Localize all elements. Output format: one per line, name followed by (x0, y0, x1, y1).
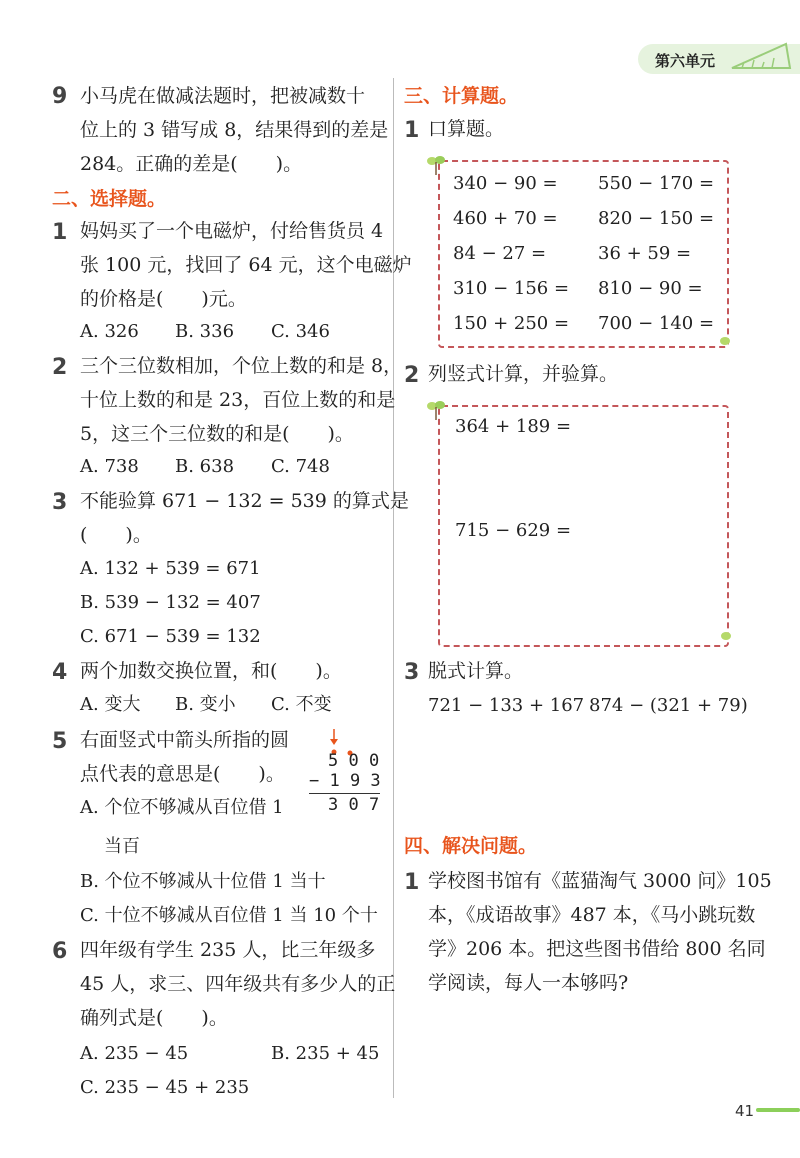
mental-math-item: 700 − 140 = (598, 313, 715, 334)
vertical-top: 5 0 0 (328, 751, 380, 771)
question-text: 十位上数的和是 23，百位上数的和是 (80, 389, 396, 411)
section-heading: 四、解决问题。 (404, 835, 538, 857)
expression: 364 + 189 = (455, 416, 572, 437)
question-number: 5 (52, 729, 68, 754)
mental-math-item: 810 − 90 = (598, 278, 703, 299)
option-b[interactable]: B. 235 + 45 (271, 1043, 380, 1064)
question-title: 列竖式计算，并验算。 (428, 363, 619, 385)
question-number: 3 (404, 660, 420, 685)
option-b[interactable]: B. 变小 (175, 694, 236, 715)
option-a[interactable]: A. 326 (80, 321, 139, 342)
option-b[interactable]: B. 638 (175, 456, 235, 477)
question-number: 3 (52, 490, 68, 515)
question-text: 三个三位数相加，个位上数的和是 8， (80, 355, 403, 377)
option-a[interactable]: A. 132 + 539 = 671 (80, 558, 261, 579)
question-text: 284。正确的差是( )。 (80, 153, 303, 175)
expression: 715 − 629 = (455, 520, 572, 541)
mental-math-item: 310 − 156 = (453, 278, 570, 299)
option-c[interactable]: C. 748 (271, 456, 330, 477)
question-number: 1 (404, 118, 420, 143)
expression: 721 − 133 + 167 (428, 695, 585, 716)
option-a[interactable]: A. 变大 (80, 694, 141, 715)
question-text: 两个加数交换位置，和( )。 (80, 660, 342, 682)
expression: 874 − (321 + 79) (589, 695, 748, 716)
unit-title: 第六单元 (655, 52, 716, 70)
footer-bar (756, 1108, 800, 1112)
question-number: 2 (52, 355, 68, 380)
question-text: 5，这三个三位数的和是( )。 (80, 423, 354, 445)
mental-math-item: 150 + 250 = (453, 313, 570, 334)
question-title: 口算题。 (428, 118, 505, 140)
leaf-icon (719, 629, 733, 643)
question-text: 右面竖式中箭头所指的圆 (80, 729, 290, 751)
option-a[interactable]: A. 个位不够减从百位借 1 (80, 797, 284, 818)
option-a-continued: 当百 (104, 836, 140, 857)
option-a[interactable]: A. 738 (80, 456, 139, 477)
vertical-rule (309, 793, 380, 794)
question-number: 4 (52, 660, 68, 685)
section-heading: 二、选择题。 (52, 188, 167, 210)
option-a[interactable]: A. 235 − 45 (80, 1043, 189, 1064)
question-text: 45 人，求三、四年级共有多少人的正 (80, 973, 396, 995)
mental-math-item: 550 − 170 = (598, 173, 715, 194)
question-text: 点代表的意思是( )。 (80, 763, 285, 785)
option-c[interactable]: C. 235 − 45 + 235 (80, 1077, 250, 1098)
question-text: 学》206 本。把这些图书借给 800 名同 (428, 938, 766, 960)
option-c[interactable]: C. 346 (271, 321, 330, 342)
mental-math-item: 460 + 70 = (453, 208, 558, 229)
question-text: 张 100 元，找回了 64 元，这个电磁炉 (80, 254, 412, 276)
leaf-icon (718, 334, 732, 348)
question-text: 的价格是( )元。 (80, 288, 247, 310)
section-heading: 三、计算题。 (404, 85, 519, 107)
option-c[interactable]: C. 十位不够减从百位借 1 当 10 个十 (80, 905, 378, 926)
question-text: 不能验算 671 − 132 = 539 的算式是 (80, 490, 409, 512)
question-text: 小马虎在做减法题时，把被减数十 (80, 85, 366, 107)
question-title: 脱式计算。 (428, 660, 524, 682)
option-c[interactable]: C. 不变 (271, 694, 332, 715)
mental-math-item: 820 − 150 = (598, 208, 715, 229)
mental-math-item: 340 − 90 = (453, 173, 558, 194)
question-text: 本，《成语故事》487 本，《马小跳玩数 (428, 904, 756, 926)
question-text: 学阅读，每人一本够吗? (428, 972, 629, 994)
mental-math-item: 36 + 59 = (598, 243, 692, 264)
option-c[interactable]: C. 671 − 539 = 132 (80, 626, 261, 647)
question-text: 位上的 3 错写成 8，结果得到的差是 (80, 119, 389, 141)
question-number: 2 (404, 363, 420, 388)
question-number: 1 (404, 870, 420, 895)
question-text: 学校图书馆有《蓝猫淘气 3000 问》105 (428, 870, 772, 892)
vertical-result: 3 0 7 (328, 795, 380, 815)
question-number: 6 (52, 939, 68, 964)
question-number: 1 (52, 220, 68, 245)
option-b[interactable]: B. 个位不够减从十位借 1 当十 (80, 871, 326, 892)
question-text: 确列式是( )。 (80, 1007, 228, 1029)
sprout-icon (426, 153, 446, 177)
sprout-icon (426, 398, 446, 422)
question-number: 9 (52, 84, 68, 109)
option-b[interactable]: B. 336 (175, 321, 235, 342)
question-text: 妈妈买了一个电磁炉，付给售货员 4 (80, 220, 384, 242)
option-b[interactable]: B. 539 − 132 = 407 (80, 592, 261, 613)
column-divider (393, 78, 394, 1098)
ruler-icon (728, 40, 794, 70)
question-text: ( )。 (80, 524, 152, 546)
question-text: 四年级有学生 235 人，比三年级多 (80, 939, 376, 961)
page-number: 41 (735, 1102, 755, 1120)
vertical-middle: − 1 9 3 (309, 771, 381, 791)
mental-math-item: 84 − 27 = (453, 243, 547, 264)
